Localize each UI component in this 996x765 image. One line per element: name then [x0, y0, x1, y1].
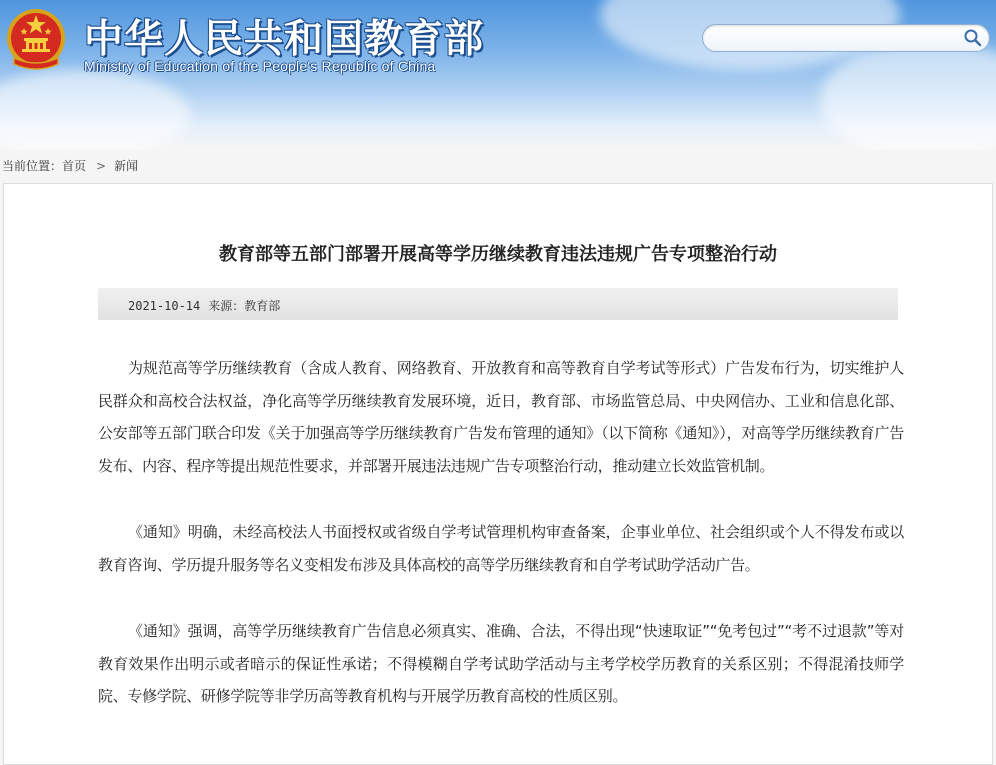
search-icon[interactable]	[963, 28, 983, 48]
article-title: 教育部等五部门部署开展高等学历继续教育违法违规广告专项整治行动	[219, 244, 777, 265]
article-panel	[3, 183, 993, 765]
article-paragraph: 为规范高等学历继续教育（含成人教育、网络教育、开放教育和高等教育自学考试等形式）广告发布行为，切实维护人民群众和高校合法权益，净化高等学历继续教育发展环境，近日，教育部、市场监管总局、中央网信办、工业和信息化部、公安部等五部门联合印发《关于加强高等学历继续教育广告发布管理的通知》（以下简称《通知》），对高等学历继续教育广告发布、内容、程序等提出规范性要求，并部署开展违法违规广告专项整治行动，推动建立长效监管机制。	[98, 359, 904, 475]
article-source: 来源：教育部	[208, 299, 281, 313]
chevron-right-icon: >	[96, 159, 107, 173]
search-input[interactable]	[715, 27, 959, 49]
breadcrumb-current-link[interactable]: 新闻	[114, 159, 139, 173]
article-meta-bar	[98, 288, 898, 320]
article-body	[98, 352, 904, 747]
national-emblem-icon	[4, 6, 68, 74]
article-meta	[128, 297, 280, 314]
article-paragraph: 《通知》强调，高等学历继续教育广告信息必须真实、准确、合法，不得出现“快速取证”“免考包过”“考不过退款”等对教育效果作出明示或者暗示的保证性承诺；不得模糊自学考试助学活动与主考学校学历教育的关系区别；不得混淆技师学院、专修学院、研修学院等非学历高等教育机构与开展学历教育高校的性质区别。	[98, 622, 904, 705]
search-box	[702, 24, 990, 52]
breadcrumb-home-link[interactable]: 首页	[62, 159, 87, 173]
cloud-decoration	[0, 70, 190, 150]
site-header	[0, 0, 996, 150]
breadcrumb-prefix: 当前位置：	[2, 159, 63, 173]
breadcrumb	[2, 157, 138, 174]
site-title: 中华人民共和国教育部	[84, 17, 485, 62]
site-subtitle-en: Ministry of Education of the People's Republic of China	[84, 58, 436, 74]
article-paragraph: 《通知》明确，未经高校法人书面授权或省级自学考试管理机构审查备案，企事业单位、社会组织或个人不得发布或以教育咨询、学历提升服务等名义变相发布涉及具体高校的高等学历继续教育和自学考试助学活动广告。	[98, 523, 904, 574]
article-date: 2021-10-14	[128, 299, 201, 313]
